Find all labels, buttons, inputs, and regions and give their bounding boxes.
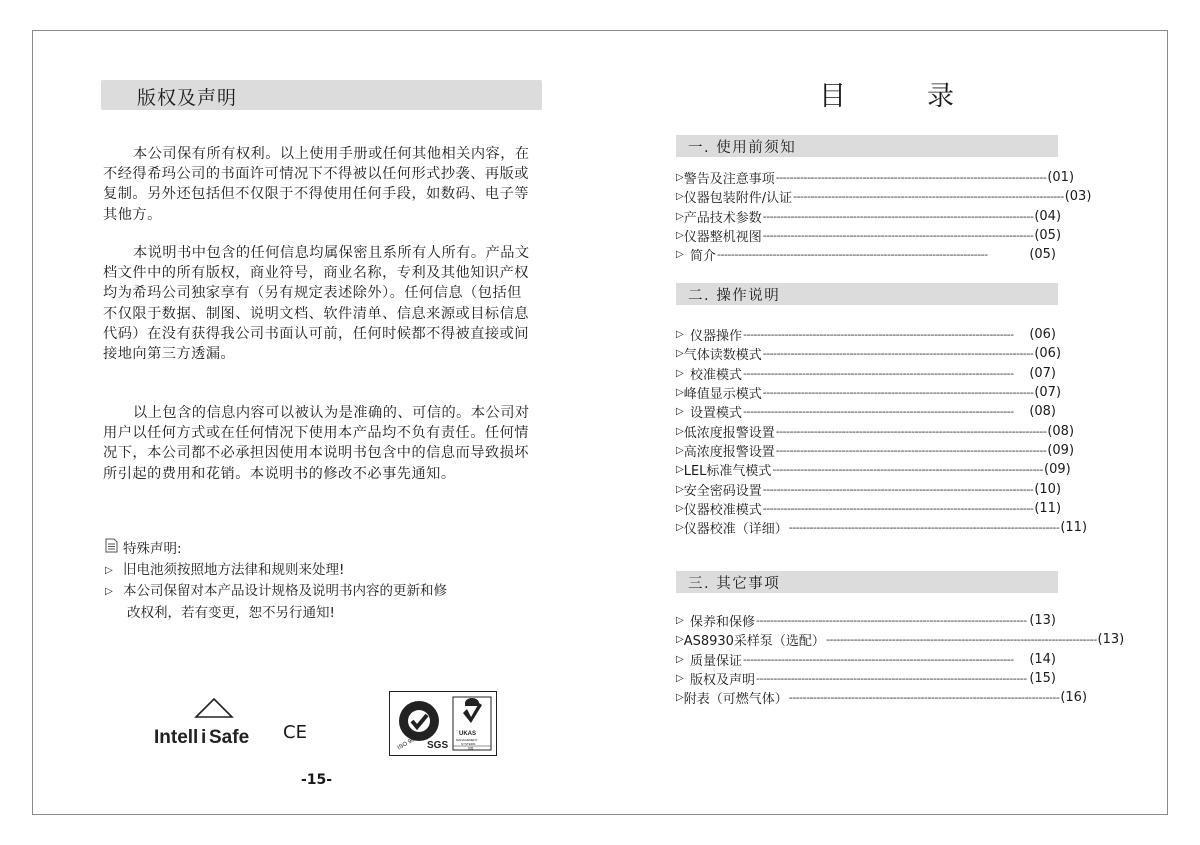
toc-item-label: 警告及注意事项 (683, 172, 775, 188)
toc-item-page: (14) (1029, 651, 1056, 667)
toc-item-label: 保养和保修 (690, 615, 756, 631)
arrow-bullet-icon: ▷ (676, 329, 684, 341)
toc-item-label: AS8930采样泵（选配） (683, 634, 825, 650)
toc-item[interactable] (676, 226, 1062, 246)
svg-text:MANAGEMENT: MANAGEMENT (456, 738, 478, 742)
arrow-bullet-icon: ▷ (676, 387, 684, 399)
dot-leader: ------------------------------------------------------------------------------ (772, 463, 1044, 477)
special-item-1: 旧电池须按照地方法律和规则来处理! (123, 561, 345, 578)
toc-item-page: (05) (1029, 247, 1056, 263)
toc-item-label: 安全密码设置 (683, 483, 762, 499)
toc-item[interactable] (676, 630, 1125, 650)
toc-item-page: (11) (1034, 500, 1062, 516)
toc-item[interactable] (676, 364, 1056, 383)
toc-item[interactable] (676, 207, 1062, 226)
toc-item[interactable] (676, 611, 1056, 630)
arrow-bullet-icon: ▷ (676, 692, 684, 704)
special-item-2-cont: 改权利，若有变更，恕不另行通知! (127, 604, 335, 621)
dot-leader: ------------------------------------------------------------------------------ (743, 328, 1014, 342)
toc-item-page: (09) (1044, 462, 1071, 478)
arrow-bullet-icon: ▷ (676, 464, 684, 476)
triangle-bullet-icon: ▷ (105, 586, 113, 597)
ce-mark: CE (283, 722, 307, 743)
toc-item[interactable] (676, 402, 1056, 421)
arrow-bullet-icon: ▷ (676, 444, 684, 456)
toc-item-page: (08) (1047, 423, 1075, 439)
toc-item-page: (07) (1034, 385, 1062, 401)
arrow-bullet-icon: ▷ (676, 348, 684, 360)
arrow-bullet-icon: ▷ (676, 425, 684, 437)
toc-item[interactable] (676, 245, 1056, 264)
toc-section-3-title: 三. 其它事项 (688, 576, 781, 592)
toc-item[interactable] (676, 344, 1062, 364)
toc-item-page: (10) (1034, 481, 1062, 497)
toc-item[interactable] (676, 499, 1062, 518)
document-icon (105, 538, 123, 561)
toc-item[interactable] (676, 688, 1088, 708)
toc-item-page: (15) (1029, 671, 1056, 687)
toc-item-page: (06) (1034, 346, 1062, 362)
arrow-bullet-icon: ▷ (676, 249, 684, 261)
arrow-bullet-icon: ▷ (676, 210, 684, 222)
copyright-title: 版权及声明 (137, 87, 238, 109)
arrow-bullet-icon: ▷ (676, 172, 684, 184)
toc-item-page: (04) (1034, 208, 1062, 224)
toc-item-page: (03) (1064, 189, 1092, 205)
toc-item-label: 质量保证 (690, 653, 743, 669)
toc-item-page: (09) (1047, 442, 1075, 458)
toc-item-page: (08) (1029, 404, 1056, 420)
toc-item-label: 版权及声明 (690, 673, 756, 689)
dot-leader: ------------------------------------------------------------------------------ (756, 672, 1027, 686)
svg-text:SGS: SGS (427, 740, 449, 751)
toc-section-2-header (676, 283, 1058, 305)
dot-leader: ------------------------------------------------------------------------------ (743, 366, 1014, 380)
arrow-bullet-icon: ▷ (676, 367, 684, 379)
toc-title-right: 录 (927, 81, 954, 112)
dot-leader: ------------------------------------------------------------------------------ (762, 501, 1034, 515)
svg-text:Intell: Intell (154, 727, 199, 748)
toc-item[interactable] (676, 441, 1075, 460)
toc-section-1-title: 一. 使用前须知 (688, 140, 797, 156)
toc-item-label: 低浓度报警设置 (683, 425, 775, 441)
dot-leader: ------------------------------------------------------------------------------ (788, 521, 1060, 535)
svg-text:Safe: Safe (209, 727, 250, 748)
toc-item[interactable] (676, 479, 1062, 499)
arrow-bullet-icon: ▷ (676, 615, 684, 627)
dot-leader: ------------------------------------------------------------------------------ (825, 633, 1097, 647)
paragraph-2-text: 本说明书中包含的任何信息均属保密且系所有人所有。产品文档文件中的所有版权，商业符号，商业名称，专利及其他知识产权均为希玛公司独家享有（另有规定表述除外）。任何信息（包括但不仅限于数据、制图、说明文档、软件清单、信息来源或目标信息代码）在没有获得我公司书面认可前，任何时候都不得被直接或间接地向第三方透漏。 (103, 245, 530, 363)
dot-leader: ------------------------------------------------------------------------------ (756, 614, 1027, 628)
intellisafe-logo (152, 697, 262, 747)
toc-item-label: 仪器包装附件/认证 (683, 191, 793, 207)
dot-leader: ------------------------------------------------------------------------------ (762, 347, 1034, 361)
arrow-bullet-icon: ▷ (676, 502, 684, 514)
toc-item-label: 仪器校准模式 (683, 502, 762, 518)
svg-text:UKAS: UKAS (459, 731, 477, 737)
toc-section-1-header (676, 135, 1058, 157)
dot-leader: ------------------------------------------------------------------------------ (743, 652, 1014, 666)
toc-item-page: (11) (1060, 520, 1088, 536)
toc-item[interactable] (676, 460, 1071, 480)
arrow-bullet-icon: ▷ (676, 406, 684, 418)
toc-item-label: 设置模式 (690, 406, 743, 422)
toc-section-1-list (676, 168, 1092, 265)
toc-item[interactable] (676, 650, 1056, 669)
toc-item-label: 仪器整机视图 (683, 230, 762, 246)
dot-leader: ------------------------------------------------------------------------------ (788, 691, 1060, 705)
svg-text:i: i (201, 727, 207, 748)
toc-title-left: 目 (819, 81, 846, 112)
toc-item[interactable] (676, 518, 1088, 538)
paragraph-2 (103, 243, 533, 364)
toc-item-label: LEL标准气模式 (683, 464, 772, 480)
toc-section-2-title: 二. 操作说明 (688, 288, 781, 304)
sgs-ukas-certification-logo (389, 691, 497, 756)
toc-section-3-header (676, 571, 1058, 593)
special-title: 特殊声明: (123, 541, 182, 557)
toc-item[interactable] (676, 168, 1075, 188)
toc-item-page: (01) (1047, 170, 1075, 186)
dot-leader: ------------------------------------------------------------------------------ (793, 190, 1064, 204)
dot-leader: ------------------------------------------------------------------------------ (775, 424, 1047, 438)
toc-item-page: (07) (1029, 365, 1056, 381)
toc-item-label: 附表（可燃气体） (683, 692, 788, 708)
arrow-bullet-icon: ▷ (676, 522, 684, 534)
svg-text:005: 005 (468, 746, 474, 751)
arrow-bullet-icon: ▷ (676, 673, 684, 685)
dot-leader: ------------------------------------------------------------------------------ (743, 405, 1014, 419)
paragraph-3 (103, 403, 533, 484)
toc-item[interactable] (676, 421, 1075, 441)
dot-leader: ------------------------------------------------------------------------------ (717, 248, 988, 262)
toc-item[interactable] (676, 383, 1062, 403)
toc-item-label: 仪器校准（详细） (683, 522, 788, 538)
toc-item-label: 峰值显示模式 (683, 387, 762, 403)
dot-leader: ------------------------------------------------------------------------------ (762, 229, 1034, 243)
toc-item[interactable] (676, 325, 1056, 344)
dot-leader: ------------------------------------------------------------------------------ (775, 171, 1047, 185)
toc-item[interactable] (676, 187, 1092, 207)
dot-leader: ------------------------------------------------------------------------------ (762, 386, 1034, 400)
dot-leader: ------------------------------------------------------------------------------ (762, 482, 1034, 496)
arrow-bullet-icon: ▷ (676, 634, 684, 646)
paragraph-3-text: 以上包含的信息内容可以被认为是准确的、可信的。本公司对用户以任何方式或在任何情况下使用本产品均不负有责任。任何情况下，本公司都不必承担因使用本说明书包含中的信息而导致损坏所引起的费用和花销。本说明书的修改不必事先通知。 (103, 405, 530, 482)
svg-text:ISO 9001: ISO 9001 (396, 733, 422, 752)
toc-item-label: 气体读数模式 (683, 348, 762, 364)
dot-leader: ------------------------------------------------------------------------------ (762, 209, 1034, 223)
toc-section-2-list (676, 325, 1088, 538)
toc-item-page: (16) (1060, 690, 1088, 706)
toc-item-label: 高浓度报警设置 (683, 444, 775, 460)
triangle-bullet-icon: ▷ (105, 564, 113, 576)
toc-section-3-list (676, 611, 1125, 708)
dot-leader: ------------------------------------------------------------------------------ (775, 443, 1047, 457)
toc-item-page: (13) (1097, 632, 1125, 648)
arrow-bullet-icon: ▷ (676, 191, 684, 203)
paragraph-1 (103, 144, 533, 225)
toc-item-label: 仪器操作 (690, 329, 743, 345)
toc-item-label: 产品技术参数 (683, 210, 762, 226)
toc-item-page: (05) (1034, 228, 1062, 244)
arrow-bullet-icon: ▷ (676, 653, 684, 665)
toc-item-label: 校准模式 (690, 367, 743, 383)
toc-item-page: (06) (1029, 327, 1056, 343)
special-item-2: 本公司保留对本产品设计规格及说明书内容的更新和修 (123, 583, 447, 599)
special-notice (105, 538, 447, 624)
toc-item-page: (13) (1029, 613, 1056, 629)
arrow-bullet-icon: ▷ (676, 230, 684, 242)
arrow-bullet-icon: ▷ (676, 483, 684, 495)
toc-item[interactable] (676, 669, 1056, 688)
paragraph-1-text: 本公司保有所有权利。以上使用手册或任何其他相关内容，在不经得希玛公司的书面许可情况下不得被以任何形式抄袭、再版或复制。另外还包括但不仅限于不得使用任何手段，如数码、电子等其他方。 (103, 146, 530, 223)
page-number: -15- (301, 772, 333, 788)
toc-item-label: 简介 (690, 249, 717, 265)
copyright-header (101, 80, 542, 110)
svg-text:SYSTEMS: SYSTEMS (461, 742, 476, 746)
